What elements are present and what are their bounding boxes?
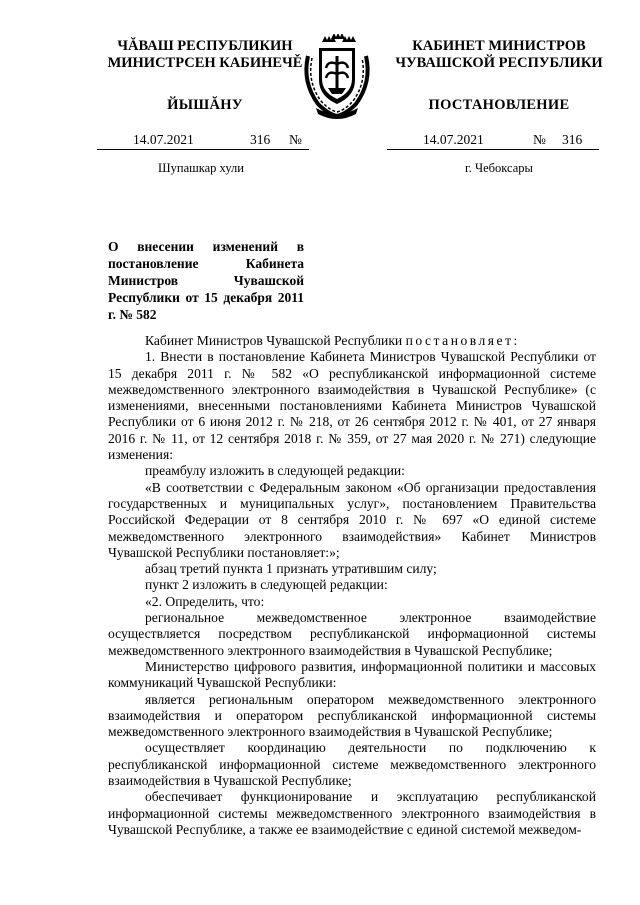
header-right-line1: КАБИНЕТ МИНИСТРОВ bbox=[412, 38, 586, 54]
doctype-left: ЙЫШĂНУ bbox=[167, 97, 243, 113]
paragraph-9: является региональным оператором межведомственного электронного взаимодействия и оператором республиканской информационной системы межведомственного электронного взаимодействия в Чувашской Республике; bbox=[108, 691, 596, 740]
number-line-right bbox=[387, 131, 599, 150]
header-right-block bbox=[384, 38, 614, 72]
intro-prefix: Кабинет Министров Чувашской Республики bbox=[145, 333, 406, 348]
paragraph-10: осуществляет координацию деятельности по подключению к республиканской информационной системе межведомственного электронного взаимодействия в Чувашской Республике; bbox=[108, 740, 596, 789]
date-left: 14.07.2021 bbox=[133, 132, 194, 147]
paragraph-7: региональное межведомственное электронное взаимодействие осуществляется посредством республиканской информационной системы межведомственного электронного взаимодействия в Чувашской Республике; bbox=[108, 610, 596, 658]
number-line-left bbox=[97, 131, 309, 150]
paragraph-11: обеспечивает функционирование и эксплуатацию республиканской информационной системы межведомственного электронного взаимодействия в Чувашской Республике, а также ее взаимодействие с единой системой межведом- bbox=[108, 789, 596, 837]
number-sign-right: № bbox=[533, 132, 546, 147]
paragraph-4: абзац третий пункта 1 признать утратившим силу; bbox=[145, 561, 437, 577]
intro-paragraph bbox=[108, 333, 596, 349]
header-left-block bbox=[90, 38, 320, 72]
document-subject: О внесении изменений в постановление Кабинета Министров Чувашской Республики от 15 декабря 2011 г. № 582 bbox=[108, 239, 304, 322]
document-body bbox=[108, 333, 596, 838]
date-right: 14.07.2021 bbox=[423, 132, 484, 147]
number-sign-left: № bbox=[289, 132, 302, 147]
paragraph-8: Министерство цифрового развития, информационной политики и массовых коммуникаций Чувашской Республики: bbox=[108, 658, 596, 691]
number-left: 316 bbox=[250, 132, 271, 147]
paragraph-5: пункт 2 изложить в следующей редакции: bbox=[145, 577, 388, 593]
header-right-line2: ЧУВАШСКОЙ РЕСПУБЛИКИ bbox=[395, 55, 603, 71]
paragraph-2: преамбулу изложить в следующей редакции: bbox=[145, 463, 405, 479]
header-left-line1: ЧĂВАШ РЕСПУБЛИКИН bbox=[117, 38, 293, 54]
place-left: Шупашкар хули bbox=[158, 161, 244, 175]
intro-verb: постановляет: bbox=[405, 333, 520, 348]
number-right: 316 bbox=[562, 132, 583, 147]
header-left-line2: МИНИСТРСЕН КАБИНЕЧĚ bbox=[107, 55, 303, 71]
paragraph-1: 1. Внести в постановление Кабинета Министров Чувашской Республики от 15 декабря 2011 г. № 582 «О республиканской информационной системе межведомственного электронного взаимодействия в Чувашской Республике» (с изменениями, внесенными постановлениями Кабинета Министров Чувашской Республики от 6 июня 2012 г. № 218, от 26 сентября 2012 г. № 401, от 27 января 2016 г. № 11, от 12 сентября 2018 г. № 359, от 27 мая 2020 г. № 271) следующие изменения: bbox=[108, 349, 596, 463]
paragraph-6: «2. Определить, что: bbox=[145, 593, 265, 609]
place-right: г. Чебоксары bbox=[465, 161, 533, 175]
doctype-right: ПОСТАНОВЛЕНИЕ bbox=[428, 97, 570, 113]
paragraph-3: «В соответствии с Федеральным законом «Об организации предоставления государственных и муниципальных услуг», постановлением Правительства Российской Федерации от 8 сентября 2010 г. № 697 «О единой системе межведомственного электронного взаимодействия» Кабинет Министров Чувашской Республики постановляет:»; bbox=[108, 479, 596, 560]
